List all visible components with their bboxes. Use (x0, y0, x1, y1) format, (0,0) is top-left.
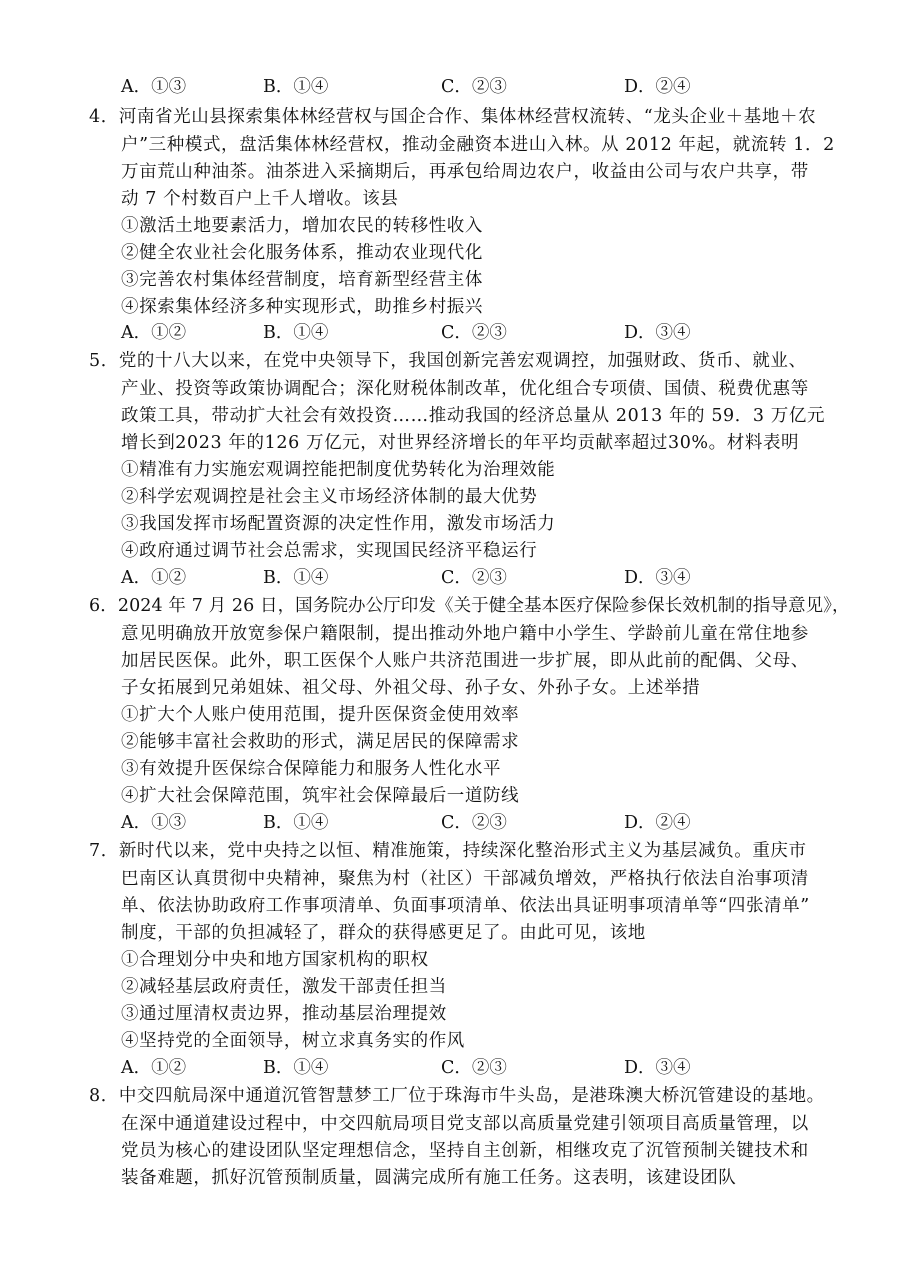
option-b: B．①④ (263, 1058, 329, 1078)
option-b: B．①④ (263, 568, 329, 588)
q5-stem-line: 政策工具，带动扩大社会有效投资……推动我国的经济总量从 2013 年的 59．3 万亿元 (121, 406, 826, 426)
option-b: B．①④ (263, 77, 329, 97)
option-d: D．③④ (624, 1058, 691, 1078)
q7-item: ④坚持党的全面领导，树立求真务实的作风 (121, 1031, 465, 1051)
q6-item: ④扩大社会保障范围，筑牢社会保障最后一道防线 (121, 786, 520, 806)
q5-stem-line: 5．党的十八大以来，在党中央领导下，我国创新完善宏观调控，加强财政、货币、就业、 (89, 351, 807, 371)
option-a: A．①② (121, 323, 187, 343)
q7-item: ③通过厘清权责边界，推动基层治理提效 (121, 1004, 447, 1024)
q4-item: ③完善农村集体经营制度，培育新型经营主体 (121, 270, 483, 290)
q6-item: ③有效提升医保综合保障能力和服务人性化水平 (121, 759, 502, 779)
q6-item: ②能够丰富社会救助的形式，满足居民的保障需求 (121, 732, 520, 752)
q6-stem-line: 子女拓展到兄弟姐妹、祖父母、外祖父母、孙子女、外孙子女。上述举措 (121, 678, 701, 698)
q5-item: ③我国发挥市场配置资源的决定性作用，激发市场活力 (121, 514, 556, 534)
option-b: B．①④ (263, 813, 329, 833)
q7-stem-line: 单、依法协助政府工作事项清单、负面事项清单、依法出具证明事项清单等“四张清单” (121, 896, 810, 916)
q8-stem-line: 8．中交四航局深中通道沉管智慧梦工厂位于珠海市牛头岛，是港珠澳大桥沉管建设的基地。 (89, 1086, 825, 1106)
option-a: A．①③ (121, 813, 187, 833)
q8-stem-line: 党员为核心的建设团队坚定理想信念，坚持自主创新，相继攻克了沉管预制关键技术和 (121, 1141, 809, 1161)
option-d: D．②④ (624, 77, 691, 97)
option-c: C．②③ (441, 813, 507, 833)
option-d: D．②④ (624, 813, 691, 833)
option-b: B．①④ (263, 323, 329, 343)
q7-stem-line: 7．新时代以来，党中央持之以恒、精准施策，持续深化整治形式主义为基层减负。重庆市 (89, 841, 807, 861)
q5-stem-line: 产业、投资等政策协调配合；深化财税体制改革，优化组合专项债、国债、税费优惠等 (121, 379, 809, 399)
q7-item: ①合理划分中央和地方国家机构的职权 (121, 950, 429, 970)
q5-item: ②科学宏观调控是社会主义市场经济体制的最大优势 (121, 487, 538, 507)
option-a: A．①② (121, 1058, 187, 1078)
q7-item: ②减轻基层政府责任，激发干部责任担当 (121, 977, 447, 997)
q5-item: ④政府通过调节社会总需求，实现国民经济平稳运行 (121, 541, 538, 561)
q5-item: ①精准有力实施宏观调控能把制度优势转化为治理效能 (121, 460, 556, 480)
q8-stem-line: 装备难题，抓好沉管预制质量，圆满完成所有施工任务。这表明，该建设团队 (121, 1168, 737, 1188)
q8-stem-line: 在深中通道建设过程中，中交四航局项目党支部以高质量党建引领项目高质量管理，以 (121, 1114, 809, 1134)
q4-item: ④探索集体经济多种实现形式，助推乡村振兴 (121, 297, 483, 317)
q4-item: ②健全农业社会化服务体系，推动农业现代化 (121, 243, 483, 263)
q4-item: ①激活土地要素活力，增加农民的转移性收入 (121, 216, 483, 236)
option-d: D．③④ (624, 568, 691, 588)
q4-stem-line: 万亩荒山种油茶。油茶进入采摘期后，再承包给周边农户，收益由公司与农户共享，带 (121, 162, 809, 182)
q6-stem-line: 6．2024 年 7 月 26 日，国务院办公厅印发《关于健全基本医疗保险参保长效机制的指导意见》， (89, 596, 850, 616)
option-d: D．③④ (624, 323, 691, 343)
q4-stem-line: 户”三种模式，盘活集体林经营权，推动金融资本进山入林。从 2012 年起，就流转 1．2 (121, 135, 835, 155)
option-c: C．②③ (441, 77, 507, 97)
q6-stem-line: 意见明确放开放宽参保户籍限制，提出推动外地户籍中小学生、学龄前儿童在常住地参 (121, 624, 809, 644)
q6-item: ①扩大个人账户使用范围，提升医保资金使用效率 (121, 705, 520, 725)
q4-stem-line: 4．河南省光山县探索集体林经营权与国企合作、集体林经营权流转、“龙头企业＋基地＋农 (89, 107, 817, 127)
q6-stem-line: 加居民医保。此外，职工医保个人账户共济范围进一步扩展，即从此前的配偶、父母、 (121, 651, 809, 671)
option-a: A．①③ (121, 77, 187, 97)
q5-stem-line: 增长到2023 年的126 万亿元，对世界经济增长的年平均贡献率超过30%。材料表明 (121, 433, 800, 453)
option-c: C．②③ (441, 1058, 507, 1078)
q7-stem-line: 巴南区认真贯彻中央精神，聚焦为村（社区）干部减负增效，严格执行依法自治事项清 (121, 869, 809, 889)
option-c: C．②③ (441, 323, 507, 343)
q4-stem-line: 动 7 个村数百户上千人增收。该县 (121, 189, 399, 209)
option-c: C．②③ (441, 568, 507, 588)
q7-stem-line: 制度，干部的负担减轻了，群众的获得感更足了。由此可见，该地 (121, 923, 646, 943)
option-a: A．①② (121, 568, 187, 588)
